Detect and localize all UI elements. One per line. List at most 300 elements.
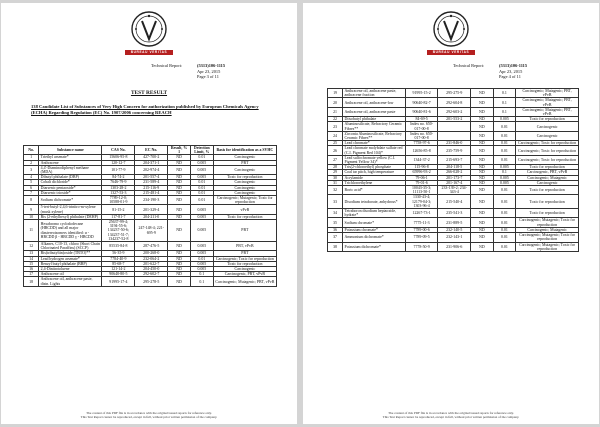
cell-no: 5 [24,180,39,185]
cell-result: ND [168,277,191,286]
cell-basis: Carcinogenic; Toxic for reproduction [516,146,579,155]
cell-ec: 201-329-4 [135,205,168,214]
table-row [328,155,579,164]
cell-result: ND [471,195,494,209]
cell-cas: 7778-50-9 [405,242,438,251]
cell-cas: 115-96-8 [405,165,438,170]
report-number: (5313)106-1115 [499,63,528,68]
report-header [453,63,527,80]
bureau-veritas-logo [125,9,173,55]
cell-ec: 215-481-4 [135,190,168,195]
cell-substance: Lead chromate* [343,141,406,146]
cell-cas: 91995-17-4 [102,277,135,286]
cell-limit: 0.005 [493,117,516,122]
cell-ec: 204-371-1 [135,160,168,165]
cell-no: 37 [328,233,343,242]
cell-no: 22 [328,117,343,122]
cell-substance: Anthracene oil, anthracene-low [343,98,406,107]
cell-substance: Boric acid* [343,186,406,195]
page-number: Page 4 of 11 [499,74,521,80]
cell-ec: 232-064-2 [135,256,168,261]
cell-basis: PBT, vPvB [213,242,276,251]
cell-basis: Toxic for reproduction [516,209,579,218]
cell-cas: 25637-99-4; 3194-55-6; 134237-50-6; 134237-51-7; 134237-52-8 [102,220,135,242]
cell-cas: 85535-84-8 [102,242,135,251]
cell-cas: Index no. 650-017-00-8 [405,131,438,140]
cell-basis: Carcinogenic [213,155,276,160]
cell-no: 26 [328,146,343,155]
cell-substance: Anthracene oil, anthracene paste [343,107,406,116]
cell-basis: Carcinogenic; Mutagenic; PBT, vPvB [516,98,579,107]
cell-no: 35 [328,218,343,227]
cell-cas: 65996-93-2 [405,170,438,175]
cell-cas: 1344-37-2 [405,155,438,164]
cell-substance: Trichloroethylene [343,180,406,185]
cell-result: ND [471,233,494,242]
table-row [328,117,579,122]
cell-result: ND [168,165,191,174]
cell-cas: 56-35-9 [102,251,135,256]
cell-basis: Carcinogenic; Mutagenic; PBT, vPvB [516,107,579,116]
cell-substance: Anthracene oil, anthracene paste, anthracene fraction [343,89,406,98]
cell-result: ND [471,209,494,218]
cell-limit: 0.01 [190,256,213,261]
table-row [24,175,277,180]
col-detection-limit: Detection Limit, % [190,146,213,155]
cell-cas: 85-68-7 [102,261,135,266]
cell-ec: 201-557-4 [135,175,168,180]
cell-basis: Toxic for reproduction [516,186,579,195]
cell-result: ND [168,160,191,165]
cell-cas: 15606-95-8 [102,155,135,160]
cell-substance: Triethyl arsenate* [39,155,102,160]
cell-ec: 427-700-2 [135,155,168,160]
cell-limit: 0.01 [190,185,213,190]
cell-limit: 0.005 [190,242,213,251]
cell-limit: 0.01 [190,180,213,185]
cell-result: ND [471,175,494,180]
cell-result: ND [168,155,191,160]
cell-ec: 231-846-0 [438,141,471,146]
cell-cas: 1330-43-4; 12179-04-3; 1303-96-4 [405,195,438,209]
cell-ec: 292-603-2 [438,107,471,116]
col-cas: CAS No. [102,146,135,155]
cell-basis: Carcinogenic [213,185,276,190]
cell-limit: 0.005 [493,165,516,170]
cell-limit: 0.005 [190,165,213,174]
cell-result: ND [168,175,191,180]
col-substance: Substance name [39,146,102,155]
cell-no: 34 [328,209,343,218]
cell-result: ND [168,185,191,190]
cell-limit: 0.01 [493,141,516,146]
cell-cas: 81-15-2 [102,205,135,214]
cell-basis: PBT [213,220,276,242]
cell-no: 2 [24,160,39,165]
cell-no: 28 [328,165,343,170]
table-row [328,180,579,185]
cell-limit: 0.005 [190,175,213,180]
cell-ec: 231-906-6 [438,242,471,251]
cell-cas: 90640-81-6 [405,107,438,116]
cell-cas: 7789-00-6 [405,227,438,232]
cell-no: 23 [328,122,343,131]
table-row [328,227,579,232]
cell-limit: 0.01 [493,233,516,242]
cell-no: 11 [24,220,39,242]
cell-ec [438,122,471,131]
table-row [328,98,579,107]
cell-result: ND [471,186,494,195]
cell-basis: Toxic for reproduction [516,195,579,209]
cell-substance: Hexabromo cyclododecane (HBCDD) and all major diastereoisomers identified: α - HBCDD β - HBCDD γ - HBCDD [39,220,102,242]
cell-substance: Diisobutyl phthalate [343,117,406,122]
cell-limit: 0.01 [190,155,213,160]
cell-substance: Sodium dichromate* [39,196,102,205]
cell-basis: PBT [213,160,276,165]
cell-result: ND [471,146,494,155]
cell-substance: Zirconia Aluminosilicate, Refractory Ceramic Fibres** [343,131,406,140]
table-row [328,218,579,227]
table-row [24,185,277,190]
cell-limit: 0.01 [190,196,213,205]
cell-basis: Toxic for reproduction [516,165,579,170]
cell-substance: Anthracene oil, anthracene paste, distn. Lights [39,277,102,286]
report-label: Technical Report: [453,63,485,68]
cell-no: 12 [24,242,39,251]
cell-cas: 10043-35-3; 11113-50-1 [405,186,438,195]
cell-basis: Carcinogenic; Mutagenic; Toxic for reproduction [516,242,579,251]
cell-substance: Disodium tetraborate, anhydrous* [343,195,406,209]
cell-basis: Carcinogenic; Mutagenic; Toxic for reproduction [516,233,579,242]
cell-substance: Alkanes, C10-13, chloro (Short Chain Chlorinated Paraffins) (SCCP) [39,242,102,251]
col-ec: EC No. [135,146,168,155]
table-row [328,89,579,98]
cell-ec: 201-553-2 [438,117,471,122]
cell-substance: Diarsenic trioxide* [39,190,102,195]
cell-cas: 117-81-7 [102,214,135,219]
table-row [24,155,277,160]
cell-basis: Toxic for reproduction [213,214,276,219]
table-row [328,170,579,175]
cell-limit: 0.1 [493,89,516,98]
cell-ec: 292-604-8 [438,98,471,107]
cell-limit: 0.005 [190,251,213,256]
cell-basis: Carcinogenic, PBT, vPvB [213,272,276,277]
cell-basis: Carcinogenic [213,267,276,272]
cell-no: 24 [328,131,343,140]
cell-limit: 0.005 [493,180,516,185]
cell-ec: 235-541-3 [438,209,471,218]
cell-substance: 5-tert-butyl-2,4,6-trinitro-m-xylene (musk xylene) [39,205,102,214]
cell-basis: Carcinogenic, PBT, vPvB [516,170,579,175]
cell-ec: 233-139-2; 234-343-4 [438,186,471,195]
cell-ec: 235-759-9 [438,146,471,155]
cell-ec: 295-275-9 [438,89,471,98]
cell-cas: 120-12-7 [102,160,135,165]
cell-cas: 7775-11-3 [405,218,438,227]
cell-cas: 1303-28-2 [102,185,135,190]
cell-no: 18 [24,277,39,286]
table-row [24,180,277,185]
table-row [24,190,277,195]
cell-basis: Toxic for reproduction [213,175,276,180]
cell-cas: 90640-82-7 [405,98,438,107]
cell-no: 8 [24,196,39,205]
cell-limit: 0.1 [493,170,516,175]
cell-basis: Carcinogenic; Mutagenic; PBT, vPvB [516,89,579,98]
cell-ec: 232-143-1 [438,233,471,242]
cell-ec: 204-118-5 [438,165,471,170]
cell-ec [438,131,471,140]
cell-limit: 0.01 [493,131,516,140]
cell-no: 27 [328,155,343,164]
cell-ec: 215-116-9 [135,185,168,190]
cell-basis: Carcinogenic; Toxic for reproduction [516,155,579,164]
cell-substance: Lead chromate molybdate sulfate red (C.I. Pigment Red 104)* [343,146,406,155]
cell-no: 7 [24,190,39,195]
table-row [328,165,579,170]
cell-result: ND [168,205,191,214]
cell-result: ND [471,227,494,232]
cell-basis: Carcinogenic [516,180,579,185]
cell-result: ND [471,117,494,122]
svhc-table-page-3 [23,145,277,287]
cell-substance: 2,4-Dinitrotoluene [39,267,102,272]
cell-ec: 215-540-4 [438,195,471,209]
cell-substance: Anthracene oil [39,272,102,277]
cell-limit: 0.1 [493,98,516,107]
table-row [24,165,277,174]
cell-limit: 0.01 [493,242,516,251]
cell-substance: Lead hydrogen arsenate* [39,256,102,261]
table-row [24,196,277,205]
table-row [328,242,579,251]
cell-substance: Ammonium dichromate* [343,233,406,242]
report-label: Technical Report: [151,63,183,68]
table-row [24,242,277,251]
cell-basis: Carcinogenic; Toxic for reproduction [516,141,579,146]
cell-ec: 234-190-3 [135,196,168,205]
cell-basis: vPvB [213,205,276,214]
cell-no: 4 [24,175,39,180]
cell-no: 10 [24,214,39,219]
table-row [24,261,277,266]
cell-substance: Tetraboron disodium heptaoxide, hydrate* [343,209,406,218]
cell-cas: 79-06-1 [405,175,438,180]
cell-result: ND [168,242,191,251]
cell-limit: 0.01 [493,146,516,155]
logo-band: BUREAU VERITAS [125,50,173,55]
cell-ec: 247-148-4; 221-695-9 [135,220,168,242]
cell-basis: Carcinogenic [213,190,276,195]
table-row [328,131,579,140]
cell-ec: 295-278-5 [135,277,168,286]
cell-ec: 204-450-0 [135,267,168,272]
cell-no: 32 [328,186,343,195]
col-result: Result, % 1 [168,146,191,155]
table-row [24,272,277,277]
cell-ec: 231-889-5 [438,218,471,227]
cell-limit: 0.005 [190,220,213,242]
page-number: Page 3 of 11 [197,74,219,80]
cell-substance: Potassium dichromate* [343,242,406,251]
page-footer: The content of this PDF file is in accordance with the original issued reports for reference only. This Test Report cannot be reproduced, except in full, without prior written permission of the company. [382,411,520,419]
cell-result: ND [471,107,494,116]
cell-basis: Carcinogenic [213,165,276,174]
cell-cas: 121-14-2 [102,267,135,272]
cell-limit: 0.01 [493,195,516,209]
cell-substance: Diarsenic pentaoxide* [39,185,102,190]
cell-no: 15 [24,261,39,266]
cell-no: 13 [24,251,39,256]
table-row [328,146,579,155]
cell-limit: 0.005 [190,261,213,266]
cell-cas: 101-77-9 [102,165,135,174]
cell-substance: Bis(tributyltin)oxide (TBTO)** [39,251,102,256]
cell-cas: 90640-80-5 [102,272,135,277]
cell-substance: Acrylamide [343,175,406,180]
report-header [151,63,225,80]
cell-ec: 201-622-7 [135,261,168,266]
cell-limit: 0.01 [493,227,516,232]
section-title: TEST RESULT [130,90,168,96]
cell-substance: Dibutyl phthalate (DBP) [39,175,102,180]
table-row [328,209,579,218]
cell-result: ND [168,180,191,185]
cell-ec: 232-140-5 [438,227,471,232]
cell-limit: 0.1 [190,277,213,286]
table-row [24,267,277,272]
cell-limit: 0.005 [190,205,213,214]
cell-limit: 0.1 [493,107,516,116]
cell-cas: 84-74-2 [102,175,135,180]
cell-basis: Carcinogenic; Toxic for reproduction [213,256,276,261]
cell-limit: 0.01 [493,209,516,218]
cell-cas: 7784-40-9 [102,256,135,261]
table-row [24,205,277,214]
table-row [328,233,579,242]
cell-ec: 201-173-7 [438,175,471,180]
cell-cas: 7758-97-6 [405,141,438,146]
cell-limit: 0.01 [493,186,516,195]
seal-icon [427,9,475,49]
cell-result: ND [471,98,494,107]
table-row [328,122,579,131]
cell-ec: 215-693-7 [438,155,471,164]
cell-cas: 12656-85-8 [405,146,438,155]
cell-no: 1 [24,155,39,160]
table-row [24,277,277,286]
table-row [328,195,579,209]
cell-substance: Bis (2-ethylhexyl) phthalate (DEHP) [39,214,102,219]
cell-no: 21 [328,107,343,116]
cell-limit: 0.005 [190,160,213,165]
cell-result: ND [168,256,191,261]
cell-substance: Benzyl butyl phthalate (BBP) [39,261,102,266]
cell-no: 30 [328,175,343,180]
cell-substance: Cobalt dichloride* [39,180,102,185]
table-header-row [24,146,277,155]
cell-no: 17 [24,272,39,277]
cell-no: 29 [328,170,343,175]
cell-basis: Carcinogenic [516,131,579,140]
cell-substance: Coal tar pitch, high temperature [343,170,406,175]
cell-result: ND [168,190,191,195]
cell-ec: 201-167-4 [438,180,471,185]
cell-no: 19 [328,89,343,98]
cell-basis: Carcinogenic [213,180,276,185]
cell-limit: 0.01 [190,190,213,195]
table-row [328,107,579,116]
cell-substance: Tris(2-chloroethyl) phosphate [343,165,406,170]
cell-basis: Carcinogenic [516,122,579,131]
table-row [24,220,277,242]
cell-no: 31 [328,180,343,185]
cell-limit: 0.01 [493,122,516,131]
cell-basis: Carcinogenic; Mutagenic; PBT, vPvB [213,277,276,286]
cell-result: ND [471,122,494,131]
table-row [328,141,579,146]
report-page-3 [1,3,297,424]
cell-result: ND [168,261,191,266]
cell-ec: 231-589-4 [135,180,168,185]
report-number: (5313)106-1115 [197,63,226,68]
report-date: Apr 23, 2015 [499,68,523,74]
report-page-4 [303,3,599,424]
cell-result: ND [471,89,494,98]
cell-limit: 0.01 [493,155,516,164]
cell-cas: 91995-15-2 [405,89,438,98]
cell-limit: 0.01 [493,218,516,227]
bureau-veritas-logo [427,9,475,55]
cell-result: ND [471,170,494,175]
logo-band: BUREAU VERITAS [427,50,475,55]
cell-result: ND [471,165,494,170]
cell-result: ND [168,214,191,219]
cell-result: ND [471,242,494,251]
cell-ec: 266-028-2 [438,170,471,175]
cell-substance: 4,4'-Diaminodiphenyl methane (MDA) [39,165,102,174]
cell-no: 33 [328,195,343,209]
cell-no: 38 [328,242,343,251]
cell-no: 16 [24,267,39,272]
cell-limit: 0.005 [190,214,213,219]
cell-limit: 0.005 [493,175,516,180]
cell-result: ND [471,131,494,140]
seal-icon [125,9,173,49]
cell-basis: Toxic for reproduction [516,117,579,122]
cell-basis: Toxic for reproduction [213,261,276,266]
cell-cas: 7789-09-5 [405,233,438,242]
cell-result: ND [471,141,494,146]
cell-no: 25 [328,141,343,146]
cell-basis: Carcinogenic; Mutagenic; Toxic for reproduction [516,218,579,227]
cell-ec: 287-476-5 [135,242,168,251]
cell-no: 3 [24,165,39,174]
cell-cas: 7789-12-0; 10588-01-9 [102,196,135,205]
cell-substance: Lead sulfochromate yellow (C.I. Pigment Yellow 34)* [343,155,406,164]
col-no: No. [24,146,39,155]
cell-limit: 0.005 [190,267,213,272]
cell-cas: Index no. 650-017-00-8 [405,122,438,131]
table-row [24,256,277,261]
intro-text: 138 Candidate List of Substances of Very High Concern for authorization published by European Chemicals Agency (ECHA) Regarding Regulation (EC) No. 1907/2006 concerning REACH [31,104,259,115]
cell-no: 20 [328,98,343,107]
cell-cas: 12267-73-1 [405,209,438,218]
cell-result: ND [168,220,191,242]
cell-result: ND [168,251,191,256]
